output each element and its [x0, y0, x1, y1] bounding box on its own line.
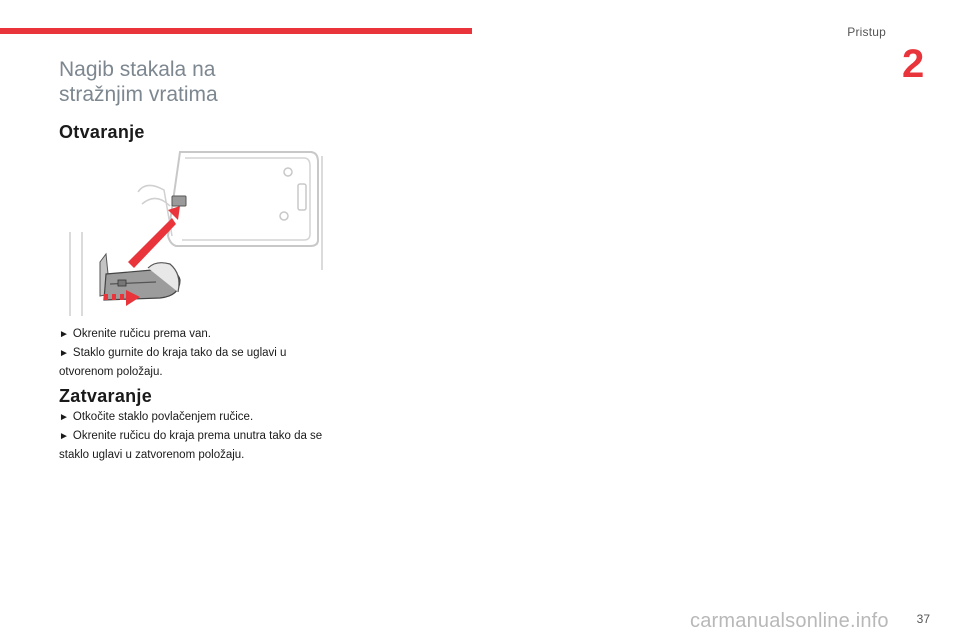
page-title-line-2: stražnjim vratima — [59, 83, 218, 106]
closing-steps — [59, 408, 329, 464]
closing-step-1: ► Otkočite staklo povlačenjem ručice. — [59, 411, 254, 423]
closing-heading: Zatvaranje — [59, 386, 153, 406]
opening-step-1: ► Okrenite ručicu prema van. — [59, 328, 211, 340]
opening-steps — [59, 325, 329, 381]
page-title-line-1: Nagib stakala na — [59, 58, 216, 81]
opening-step-2: ► Staklo gurnite do kraja tako da se uglavi u otvorenom položaju. — [59, 347, 287, 378]
watermark: carmanualsonline.info — [690, 610, 889, 632]
step-arrow-icon: ► — [59, 329, 69, 340]
step-arrow-icon: ► — [59, 412, 69, 423]
step-arrow-icon: ► — [59, 348, 69, 359]
opening-heading: Otvaranje — [59, 122, 145, 142]
step-arrow-icon: ► — [59, 431, 69, 442]
chapter-number: 2 — [902, 42, 925, 86]
section-label: Pristup — [847, 25, 886, 39]
rear-window-latch-illustration — [60, 144, 324, 316]
top-accent-bar — [0, 28, 472, 34]
closing-step-2: ► Okrenite ručicu do kraja prema unutra tako da se staklo uglavi u zatvorenom položaju. — [59, 430, 323, 461]
page-number: 37 — [916, 612, 930, 626]
page-title — [59, 57, 359, 107]
